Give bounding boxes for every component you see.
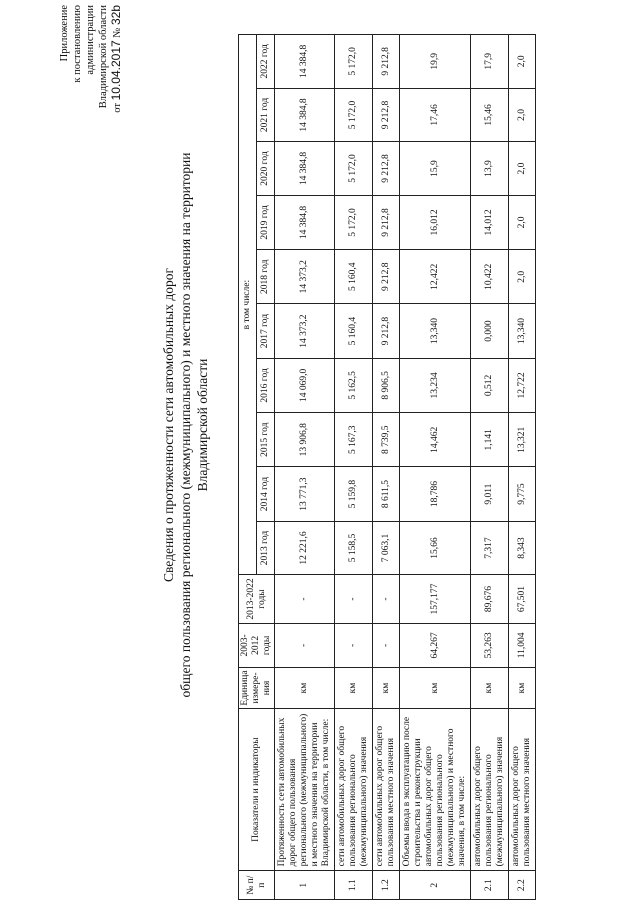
- row-period-2003-2012: 64,267: [400, 623, 471, 667]
- row-indicator: автомобильных дорог общего пользования местного значения: [509, 708, 536, 870]
- row-year-value: 14,012: [471, 195, 509, 249]
- row-year-value: 2,0: [509, 142, 536, 196]
- row-year-value: 14 384,8: [275, 142, 335, 196]
- row-year-value: 5 162,5: [335, 358, 373, 412]
- row-year-value: 12 221,6: [275, 521, 335, 575]
- row-year-value: 5 160,4: [335, 304, 373, 358]
- header-year: 2015 год: [257, 413, 275, 467]
- row-year-value: 5 167,3: [335, 413, 373, 467]
- document-title: [160, 145, 211, 705]
- row-year-value: 8,343: [509, 521, 536, 575]
- header-including: в том числе:: [239, 35, 257, 575]
- row-number: 1.2: [373, 871, 400, 900]
- row-year-value: 9,011: [471, 467, 509, 521]
- row-indicator: автомобильных дорог общего пользования регионального (межмуниципального) значения: [471, 708, 509, 870]
- header-year: 2018 год: [257, 250, 275, 304]
- row-indicator: сети автомобильных дорог общего пользования регионального (межмуниципального) значения: [335, 708, 373, 870]
- row-indicator: сети автомобильных дорог общего пользования местного значения: [373, 708, 400, 870]
- row-year-value: 18,786: [400, 467, 471, 521]
- row-unit: км: [373, 668, 400, 709]
- table-row: [335, 35, 373, 900]
- row-period-2003-2012: -: [275, 623, 335, 667]
- row-year-value: 19,9: [400, 35, 471, 89]
- appendix-region-line: Владимирской области: [98, 5, 109, 109]
- document-date: 10.04.2017: [109, 40, 123, 101]
- row-year-value: 7 063,1: [373, 521, 400, 575]
- row-year-value: 12,422: [400, 250, 471, 304]
- table-row: [509, 35, 536, 900]
- row-period-2013-2022: -: [373, 575, 400, 623]
- row-year-value: 14 373,2: [275, 250, 335, 304]
- row-year-value: 5 172,0: [335, 142, 373, 196]
- row-unit: км: [335, 668, 373, 709]
- row-year-value: 9 212,8: [373, 250, 400, 304]
- row-year-value: 1,141: [471, 413, 509, 467]
- row-year-value: 0,000: [471, 304, 509, 358]
- title-line-1: Сведения о протяженности сети автомобильных дорог: [161, 267, 176, 583]
- row-year-value: 13,9: [471, 142, 509, 196]
- row-year-value: 8 739,5: [373, 413, 400, 467]
- appendix-resolution-line: к постановлению администрации: [72, 5, 96, 83]
- row-period-2013-2022: 157,177: [400, 575, 471, 623]
- row-year-value: 2,0: [509, 250, 536, 304]
- row-year-value: 12,722: [509, 358, 536, 412]
- table-row: [275, 35, 335, 900]
- row-year-value: 14 384,8: [275, 195, 335, 249]
- row-unit: км: [509, 668, 536, 709]
- row-year-value: 15,66: [400, 521, 471, 575]
- header-num: № п/п: [239, 871, 275, 900]
- row-year-value: 9 212,8: [373, 304, 400, 358]
- row-period-2013-2022: -: [335, 575, 373, 623]
- row-period-2003-2012: 11,004: [509, 623, 536, 667]
- row-year-value: 0,512: [471, 358, 509, 412]
- header-year: 2016 год: [257, 358, 275, 412]
- row-year-value: 5 160,4: [335, 250, 373, 304]
- header-year: 2021 год: [257, 88, 275, 142]
- row-year-value: 8 611,5: [373, 467, 400, 521]
- row-year-value: 13,340: [400, 304, 471, 358]
- header-year: 2020 год: [257, 142, 275, 196]
- row-year-value: 13 771,3: [275, 467, 335, 521]
- row-year-value: 5 172,0: [335, 88, 373, 142]
- row-unit: км: [471, 668, 509, 709]
- row-period-2003-2012: 53,263: [471, 623, 509, 667]
- row-year-value: 5 172,0: [335, 195, 373, 249]
- row-year-value: 15,46: [471, 88, 509, 142]
- row-year-value: 5 159,8: [335, 467, 373, 521]
- row-year-value: 14,462: [400, 413, 471, 467]
- title-line-2: общего пользования регионального (межмуниципального) и местного значения на территории Владимирской области: [178, 152, 210, 698]
- row-year-value: 10,422: [471, 250, 509, 304]
- row-year-value: 14 373,2: [275, 304, 335, 358]
- row-period-2013-2022: 67,501: [509, 575, 536, 623]
- header-year: 2022 год: [257, 35, 275, 89]
- row-period-2003-2012: -: [373, 623, 400, 667]
- row-year-value: 8 906,5: [373, 358, 400, 412]
- header-period-2003-2012: 2003-2012 годы: [239, 623, 275, 667]
- header-period-2013-2022: 2013-2022 годы: [239, 575, 275, 623]
- row-year-value: 14 384,8: [275, 88, 335, 142]
- row-period-2013-2022: -: [275, 575, 335, 623]
- row-year-value: 5 158,5: [335, 521, 373, 575]
- row-year-value: 9 212,8: [373, 35, 400, 89]
- header-year: 2019 год: [257, 195, 275, 249]
- row-year-value: 13,340: [509, 304, 536, 358]
- road-length-table: [238, 34, 536, 900]
- row-year-value: 9 212,8: [373, 195, 400, 249]
- row-number: 1: [275, 871, 335, 900]
- row-year-value: 2,0: [509, 88, 536, 142]
- row-year-value: 14 384,8: [275, 35, 335, 89]
- row-year-value: 9 212,8: [373, 142, 400, 196]
- row-number: 2: [400, 871, 471, 900]
- row-year-value: 15,9: [400, 142, 471, 196]
- row-year-value: 13,234: [400, 358, 471, 412]
- row-year-value: 9 212,8: [373, 88, 400, 142]
- header-unit: Единица измере-ния: [239, 668, 275, 709]
- appendix-block: [58, 5, 124, 135]
- row-year-value: 5 172,0: [335, 35, 373, 89]
- row-period-2003-2012: -: [335, 623, 373, 667]
- table-row: [400, 35, 471, 900]
- row-indicator: Протяженность сети автомобильных дорог общего пользования регионального (межмуниципального) и местного значения на территории Владимирской области, в том числе:: [275, 708, 335, 870]
- table-row: [373, 35, 400, 900]
- row-year-value: 17,46: [400, 88, 471, 142]
- header-year: 2013 год: [257, 521, 275, 575]
- appendix-label: Приложение: [59, 5, 70, 62]
- row-indicator: Объемы ввода в эксплуатацию после строительства и реконструкции автомобильных дорог общего пользования регионального (межмуниципального) и местного значения, в том числе:: [400, 708, 471, 870]
- row-year-value: 13 906,8: [275, 413, 335, 467]
- number-prefix: №: [112, 27, 123, 38]
- header-year: 2017 год: [257, 304, 275, 358]
- header-indicator: Показатели и индикаторы: [239, 708, 275, 870]
- row-period-2013-2022: 89,676: [471, 575, 509, 623]
- row-year-value: 9,775: [509, 467, 536, 521]
- header-year: 2014 год: [257, 467, 275, 521]
- row-number: 2.1: [471, 871, 509, 900]
- row-year-value: 2,0: [509, 195, 536, 249]
- row-year-value: 2,0: [509, 35, 536, 89]
- table-row: [471, 35, 509, 900]
- date-prefix: от: [112, 103, 123, 113]
- row-unit: км: [400, 668, 471, 709]
- row-number: 1.1: [335, 871, 373, 900]
- row-year-value: 16,012: [400, 195, 471, 249]
- row-number: 2.2: [509, 871, 536, 900]
- document-number: 32b: [109, 5, 123, 26]
- row-year-value: 14 069,0: [275, 358, 335, 412]
- row-year-value: 17,9: [471, 35, 509, 89]
- row-unit: км: [275, 668, 335, 709]
- row-year-value: 7,317: [471, 521, 509, 575]
- appendix-date-line: [110, 5, 124, 135]
- row-year-value: 13,321: [509, 413, 536, 467]
